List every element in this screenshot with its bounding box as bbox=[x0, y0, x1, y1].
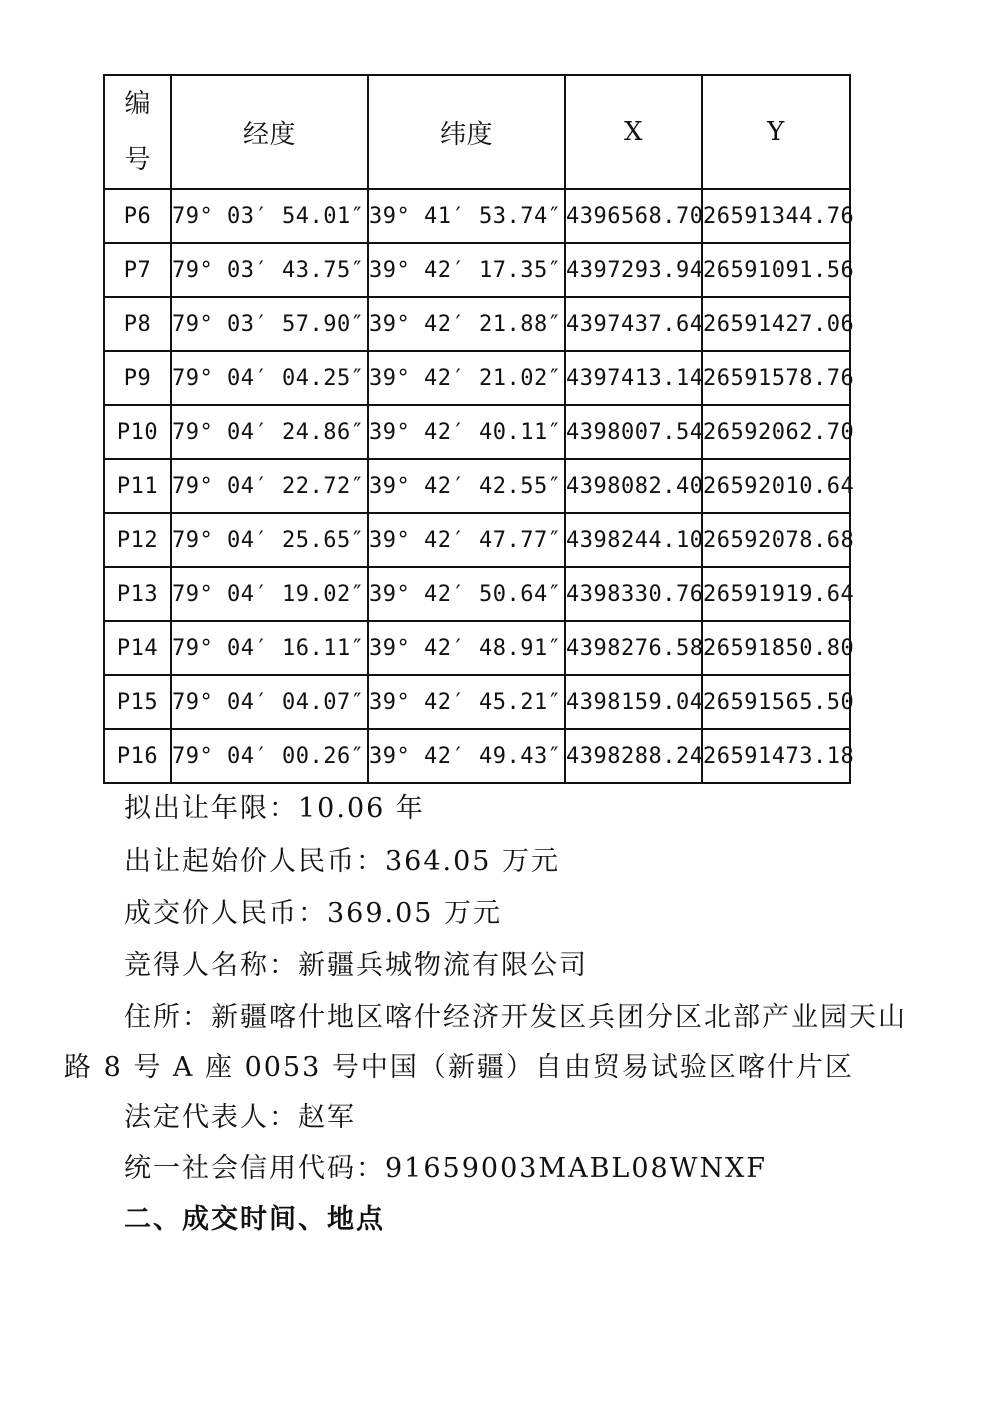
table-row bbox=[104, 513, 850, 567]
cell-y: 26592010.64 bbox=[702, 459, 850, 513]
address-line-2: 路 8 号 A 座 0053 号中国（新疆）自由贸易试验区喀什片区 bbox=[64, 1052, 854, 1083]
table-row bbox=[104, 351, 850, 405]
cell-y: 26591919.64 bbox=[702, 567, 850, 621]
cell-latitude: 39° 42′ 45.21″ bbox=[368, 675, 565, 729]
cell-longitude: 79° 03′ 57.90″ bbox=[171, 297, 368, 351]
cell-latitude: 39° 42′ 21.88″ bbox=[368, 297, 565, 351]
cell-longitude: 79° 03′ 54.01″ bbox=[171, 189, 368, 243]
table-row bbox=[104, 405, 850, 459]
cell-number: P16 bbox=[104, 729, 171, 783]
transaction-price: 成交价人民币：369.05 万元 bbox=[124, 898, 503, 929]
header-latitude: 纬度 bbox=[368, 75, 565, 189]
cell-latitude: 39° 42′ 40.11″ bbox=[368, 405, 565, 459]
cell-x: 4398288.24 bbox=[565, 729, 702, 783]
header-longitude: 经度 bbox=[171, 75, 368, 189]
table-row bbox=[104, 459, 850, 513]
cell-longitude: 79° 04′ 04.25″ bbox=[171, 351, 368, 405]
cell-x: 4398330.76 bbox=[565, 567, 702, 621]
section-heading: 二、成交时间、地点 bbox=[124, 1204, 385, 1235]
header-number: 编号 bbox=[104, 75, 171, 189]
cell-number: P15 bbox=[104, 675, 171, 729]
cell-y: 26591473.18 bbox=[702, 729, 850, 783]
table-row bbox=[104, 675, 850, 729]
cell-x: 4396568.70 bbox=[565, 189, 702, 243]
cell-number: P13 bbox=[104, 567, 171, 621]
cell-y: 26591850.80 bbox=[702, 621, 850, 675]
cell-y: 26591565.50 bbox=[702, 675, 850, 729]
header-y: Y bbox=[702, 75, 850, 189]
cell-number: P9 bbox=[104, 351, 171, 405]
cell-number: P11 bbox=[104, 459, 171, 513]
cell-number: P7 bbox=[104, 243, 171, 297]
cell-number: P10 bbox=[104, 405, 171, 459]
winning-bidder: 竞得人名称：新疆兵城物流有限公司 bbox=[124, 950, 588, 981]
cell-latitude: 39° 42′ 48.91″ bbox=[368, 621, 565, 675]
table-row bbox=[104, 297, 850, 351]
cell-longitude: 79° 04′ 00.26″ bbox=[171, 729, 368, 783]
table-row bbox=[104, 729, 850, 783]
cell-number: P6 bbox=[104, 189, 171, 243]
cell-x: 4398159.04 bbox=[565, 675, 702, 729]
table-row bbox=[104, 621, 850, 675]
legal-representative: 法定代表人：赵军 bbox=[124, 1102, 356, 1133]
cell-longitude: 79° 04′ 25.65″ bbox=[171, 513, 368, 567]
cell-y: 26591578.76 bbox=[702, 351, 850, 405]
cell-number: P12 bbox=[104, 513, 171, 567]
cell-longitude: 79° 04′ 24.86″ bbox=[171, 405, 368, 459]
cell-latitude: 39° 42′ 21.02″ bbox=[368, 351, 565, 405]
table-row bbox=[104, 243, 850, 297]
cell-y: 26591091.56 bbox=[702, 243, 850, 297]
transfer-term: 拟出让年限：10.06 年 bbox=[124, 793, 425, 824]
cell-x: 4397437.64 bbox=[565, 297, 702, 351]
cell-x: 4398007.54 bbox=[565, 405, 702, 459]
cell-y: 26592078.68 bbox=[702, 513, 850, 567]
cell-latitude: 39° 42′ 42.55″ bbox=[368, 459, 565, 513]
cell-latitude: 39° 41′ 53.74″ bbox=[368, 189, 565, 243]
cell-x: 4398082.40 bbox=[565, 459, 702, 513]
credit-code: 统一社会信用代码：91659003MABL08WNXF bbox=[124, 1153, 768, 1184]
cell-latitude: 39° 42′ 49.43″ bbox=[368, 729, 565, 783]
cell-y: 26591427.06 bbox=[702, 297, 850, 351]
cell-x: 4398244.10 bbox=[565, 513, 702, 567]
cell-longitude: 79° 04′ 04.07″ bbox=[171, 675, 368, 729]
address-line-1: 住所：新疆喀什地区喀什经济开发区兵团分区北部产业园天山 bbox=[124, 1002, 907, 1033]
cell-latitude: 39° 42′ 47.77″ bbox=[368, 513, 565, 567]
table-row bbox=[104, 189, 850, 243]
cell-y: 26592062.70 bbox=[702, 405, 850, 459]
table-header-row bbox=[104, 75, 850, 189]
cell-longitude: 79° 03′ 43.75″ bbox=[171, 243, 368, 297]
cell-x: 4397413.14 bbox=[565, 351, 702, 405]
cell-longitude: 79° 04′ 16.11″ bbox=[171, 621, 368, 675]
cell-latitude: 39° 42′ 50.64″ bbox=[368, 567, 565, 621]
cell-number: P14 bbox=[104, 621, 171, 675]
cell-number: P8 bbox=[104, 297, 171, 351]
starting-price: 出让起始价人民币：364.05 万元 bbox=[124, 846, 561, 877]
header-x: X bbox=[565, 75, 702, 189]
cell-latitude: 39° 42′ 17.35″ bbox=[368, 243, 565, 297]
cell-longitude: 79° 04′ 19.02″ bbox=[171, 567, 368, 621]
cell-y: 26591344.76 bbox=[702, 189, 850, 243]
cell-x: 4398276.58 bbox=[565, 621, 702, 675]
table-row bbox=[104, 567, 850, 621]
cell-longitude: 79° 04′ 22.72″ bbox=[171, 459, 368, 513]
coordinates-table bbox=[103, 74, 855, 784]
cell-x: 4397293.94 bbox=[565, 243, 702, 297]
